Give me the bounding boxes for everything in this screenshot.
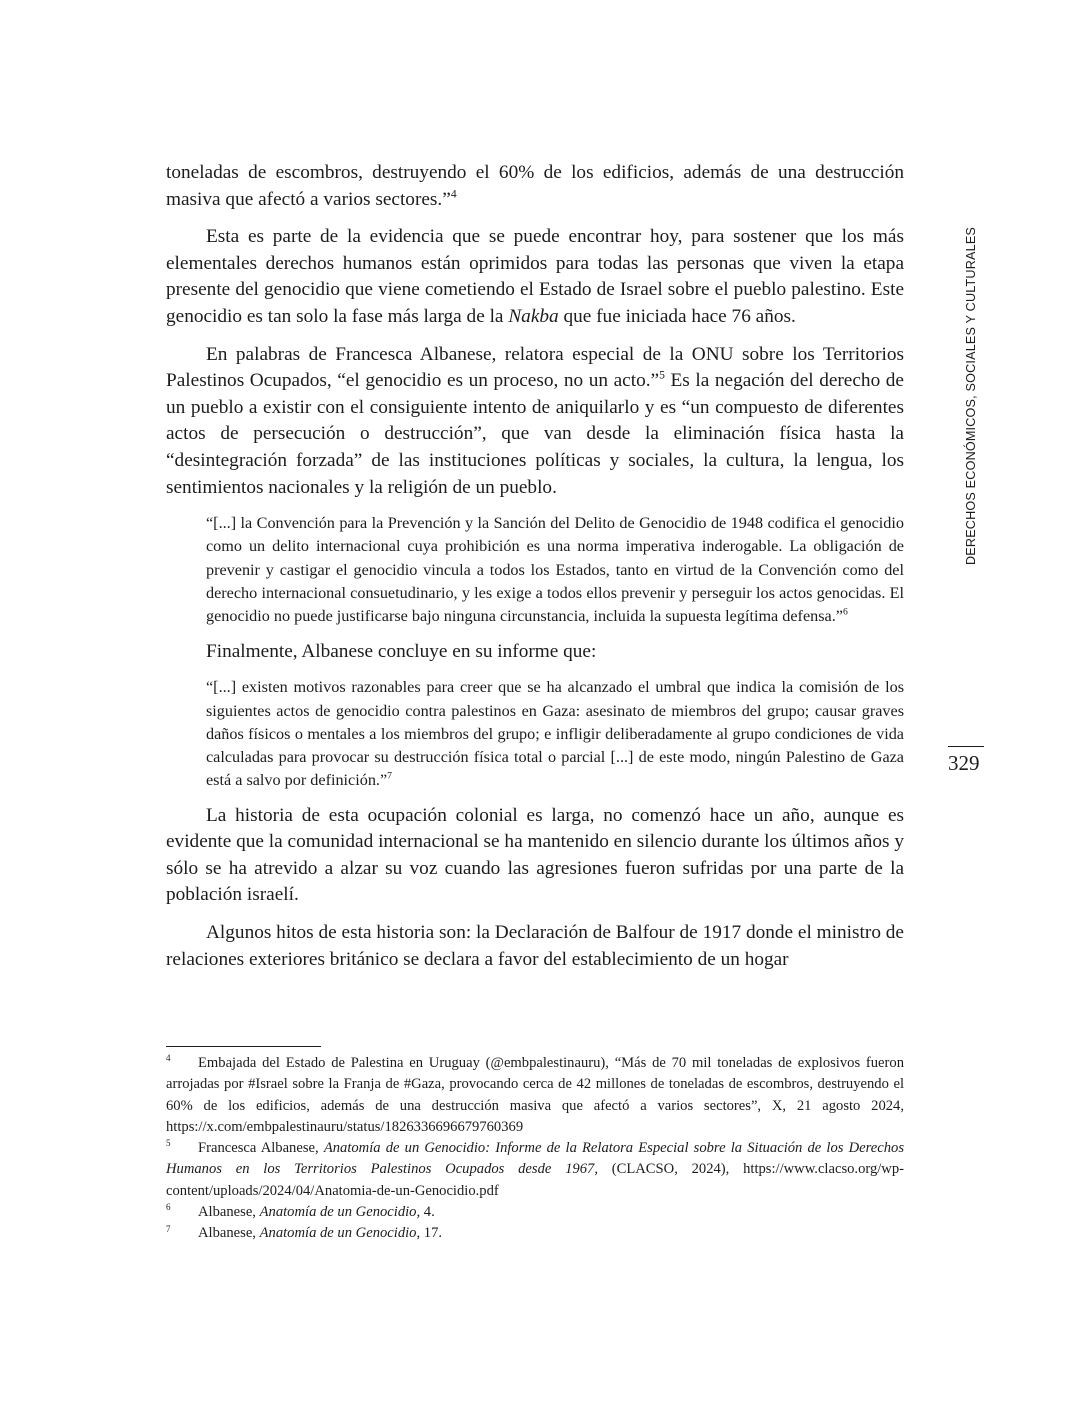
footnote-text: Albanese, bbox=[198, 1204, 260, 1221]
paragraph-text: Es la negación del derecho de un pueblo a existir con el consiguiente intento de aniquilarlo y es “un compuesto de diferentes actos de persecución o destrucción”, que van desde la eliminación física hasta la “desintegración forzada” de las instituciones políticas y sociales, la cultura, la lengua, los sentimientos nacionales y la religión de un pueblo. bbox=[166, 370, 904, 498]
footnote-text: , 17. bbox=[416, 1225, 443, 1242]
paragraph-text: Finalmente, Albanese concluye en su informe que: bbox=[206, 640, 597, 662]
running-head: DERECHOS ECONÓMICOS, SOCIALES Y CULTURALES bbox=[964, 226, 978, 565]
quote-text: “[...] existen motivos razonables para creer que se ha alcanzado el umbral que indica la comisión de los siguientes actos de genocidio contra palestinos en Gaza: asesinato de miembros del grupo; causar graves daños físicos o mentales a los miembros del grupo; e infligir deliberadamente al grupo condiciones de vida calculadas para provocar su destrucción física total o parcial [...] de este modo, ningún Palestino de Gaza está a salvo por definición.” bbox=[206, 678, 904, 790]
italic-term: Nakba bbox=[508, 305, 559, 327]
paragraph-text: Esta es parte de la evidencia que se puede encontrar hoy, para sostener que los más elementales derechos humanos están oprimidos para todas las personas que viven la etapa presente del genocidio que viene cometiendo el Estado de Israel sobre el pueblo palestino. Este genocidio es tan solo la fase más larga de la bbox=[166, 226, 904, 327]
footnote-ref[interactable]: 7 bbox=[387, 771, 393, 782]
quote-text: “[...] la Convención para la Prevención y la Sanción del Delito de Genocidio de 1948 codifica el genocidio como un delito internacional cuya prohibición es una norma imperativa inderogable. La obligación de prevenir y castigar el genocidio vincula a todos los Estados, tanto en virtud de la Convención como del derecho internacional consuetudinario, y les exige a todos ellos prevenir y perseguir los actos genocidas. El genocidio no puede justificarse bajo ninguna circunstancia, incluida la supuesta legítima defensa.” bbox=[206, 514, 904, 626]
paragraph-text: En palabras de Francesca Albanese, relatora especial de la ONU sobre los Territorios Palestinos Ocupados, “el genocidio es un proceso, no un acto.” bbox=[166, 343, 904, 392]
paragraph-text: que fue iniciada hace 76 años. bbox=[558, 305, 796, 327]
footnote-text: Francesca Albanese, bbox=[198, 1140, 324, 1157]
paragraph-text: La historia de esta ocupación colonial es larga, no comenzó hace un año, aunque es evidente que la comunidad internacional se ha mantenido en silencio durante los últimos años y sólo se ha atrevido a alzar su voz cuando las agresiones fueron sufridas por una parte de la población israelí. bbox=[166, 804, 904, 906]
footnote-ref[interactable]: 6 bbox=[842, 606, 848, 618]
footnote-title: Anatomía de un Genocidio: Informe de la Relatora Especial sobre la Situación de los Derechos Humanos en los Territorios Palestinos Ocupados desde 1967 bbox=[166, 1140, 905, 1178]
footnote-text: Albanese, bbox=[198, 1225, 260, 1242]
paragraph bbox=[166, 639, 904, 666]
footnote-title: Anatomía de un Genocidio bbox=[259, 1225, 417, 1242]
paragraph-text: toneladas de escombros, destruyendo el 60% de los edificios, además de una destrucción masiva que afectó a varios sectores.” bbox=[166, 162, 904, 210]
paragraph bbox=[166, 342, 904, 502]
footnote-text: Embajada del Estado de Palestina en Uruguay (@embpalestinauru), “Más de 70 mil toneladas de explosivos fueron arrojadas por #Israel sobre la Franja de #Gaza, provocando cerca de 42 millones de toneladas de escombros, destruyendo el 60% de los edificios, además de una destrucción masiva que afectó a varios sectores”, X, 21 agosto 2024, https://x.com/embpalestinauru/status/1826336696679760369 bbox=[166, 1055, 904, 1135]
footnote: 6 Albanese, Anatomía de un Genocidio, 4. bbox=[166, 1202, 435, 1221]
paragraph bbox=[166, 803, 904, 909]
footnote: 4 Embajada del Estado de Palestina en Uruguay (@embpalestinauru), “Más de 70 mil toneladas de explosivos fueron arrojadas por #Israel sobre la Franja de #Gaza, provocando cerca de 42 millones de toneladas de escombros, destruyendo el 60% de los edificios, además de una destrucción masiva que afectó a varios sectores”, X, 21 agosto 2024, https://x.com/embpalestinauru/status/1826336696679760369 bbox=[166, 1053, 904, 1135]
footnote-ref[interactable]: 4 bbox=[450, 187, 457, 201]
paragraph-text: Algunos hitos de esta historia son: la Declaración de Balfour de 1917 donde el ministro de relaciones exteriores británico se declara a favor del establecimiento de un hogar bbox=[166, 922, 904, 970]
paragraph bbox=[166, 224, 904, 330]
body-text bbox=[166, 160, 904, 984]
block-quote bbox=[206, 512, 904, 628]
footnote-ref[interactable]: 5 bbox=[659, 368, 665, 382]
footnote-text: , (CLACSO, 2024), https://www.clacso.org/wp-content/uploads/2024/04/Anatomia-de-un-Genocidio.pdf bbox=[166, 1161, 905, 1199]
footnote: 7 Albanese, Anatomía de un Genocidio, 17. bbox=[166, 1223, 443, 1242]
footnote-title: Anatomía de un Genocidio, bbox=[259, 1204, 421, 1221]
block-quote bbox=[206, 676, 904, 792]
footnote-divider bbox=[166, 1046, 321, 1047]
page-number-rule bbox=[948, 746, 984, 747]
footnote: 5 Francesca Albanese, Anatomía de un Genocidio: Informe de la Relatora Especial sobre la Situación de los Derechos Humanos en los Territorios Palestinos Ocupados desde 1967, (CLACSO, 2024), https://www.clacso.org/wp-content/uploads/2024/04/Anatomia-de-un-Genocidio.pdf bbox=[166, 1138, 905, 1199]
paragraph bbox=[166, 920, 904, 973]
footnotes bbox=[166, 1053, 904, 1245]
footnote-text: 4. bbox=[420, 1204, 435, 1221]
paragraph bbox=[166, 160, 904, 213]
page-number: 329 bbox=[948, 751, 980, 775]
